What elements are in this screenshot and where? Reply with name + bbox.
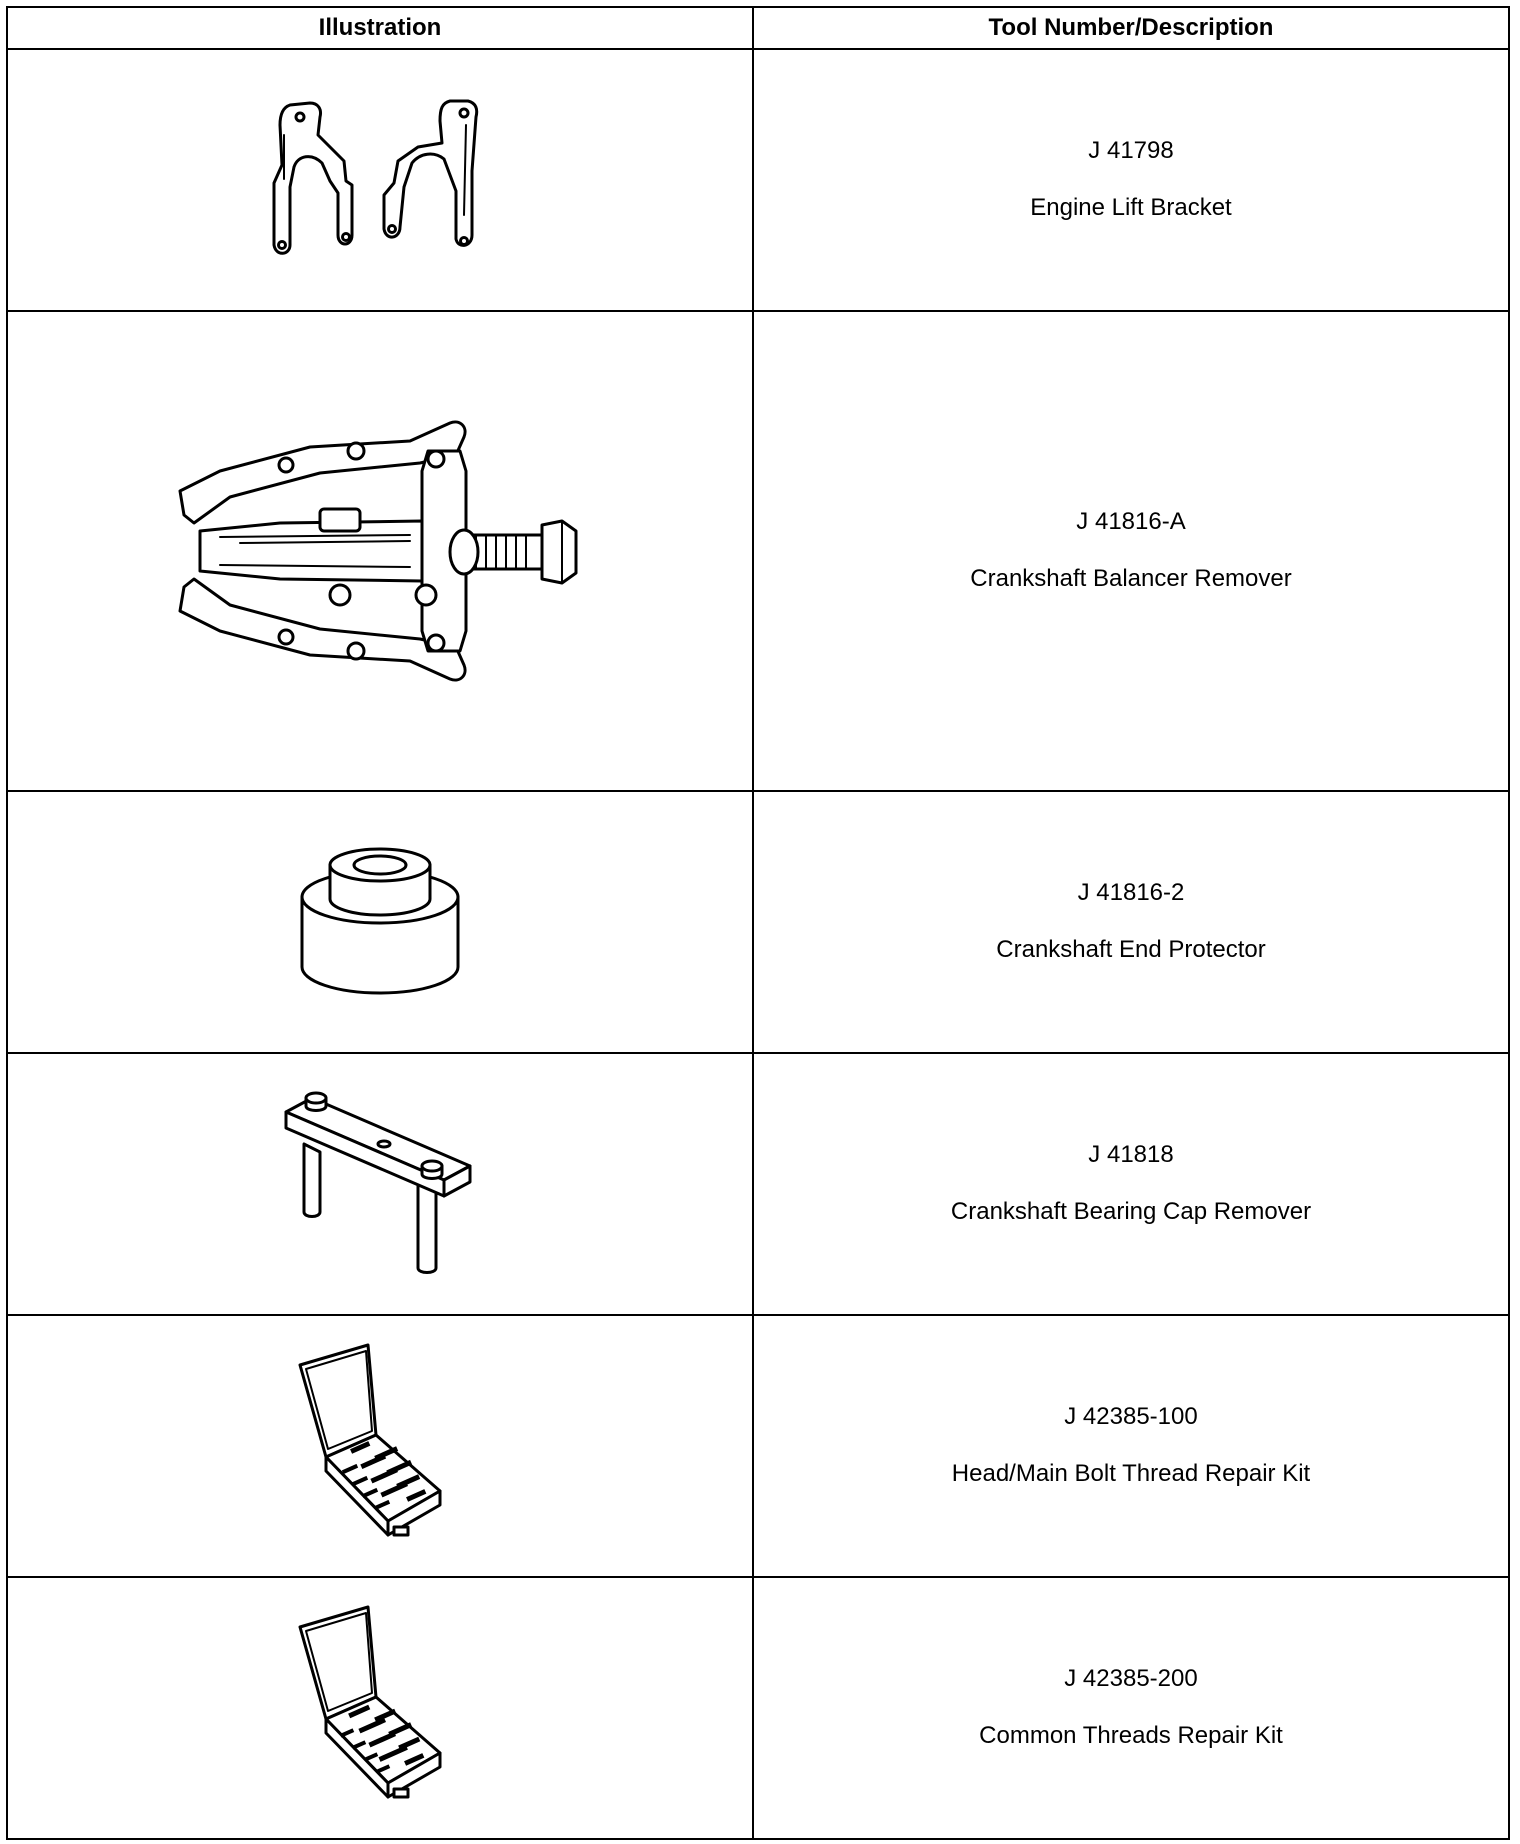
engine-lift-bracket-illustration xyxy=(260,95,500,265)
illustration-cell xyxy=(7,1315,753,1577)
tool-description-cell xyxy=(753,791,1509,1053)
tools-table xyxy=(6,6,1510,1840)
table-row xyxy=(7,311,1509,791)
tool-number: J 41816-2 xyxy=(1077,879,1185,907)
illustration-cell xyxy=(7,1053,753,1315)
table-row xyxy=(7,1577,1509,1839)
table-row xyxy=(7,1315,1509,1577)
tool-number: J 42385-100 xyxy=(1064,1403,1198,1431)
header-tool-description: Tool Number/Description xyxy=(753,7,1509,49)
table-row xyxy=(7,49,1509,311)
header-illustration: Illustration xyxy=(7,7,753,49)
common-threads-repair-kit-illustration xyxy=(290,1603,470,1813)
tool-description: Head/Main Bolt Thread Repair Kit xyxy=(951,1460,1311,1487)
tool-number: J 42385-200 xyxy=(1064,1665,1198,1693)
table-row xyxy=(7,1053,1509,1315)
tool-description: Engine Lift Bracket xyxy=(1030,194,1232,221)
tool-description-cell xyxy=(753,1053,1509,1315)
illustration-cell xyxy=(7,791,753,1053)
crankshaft-balancer-remover-illustration xyxy=(160,411,600,691)
tool-number: J 41798 xyxy=(1088,137,1174,165)
tool-description: Crankshaft Balancer Remover xyxy=(970,565,1292,592)
illustration-cell xyxy=(7,1577,753,1839)
tool-description-cell xyxy=(753,1577,1509,1839)
table-row xyxy=(7,791,1509,1053)
tool-description-cell xyxy=(753,1315,1509,1577)
crankshaft-bearing-cap-remover-illustration xyxy=(280,1084,480,1284)
tool-description: Crankshaft End Protector xyxy=(996,936,1266,963)
tool-description-cell xyxy=(753,311,1509,791)
tool-description: Common Threads Repair Kit xyxy=(979,1722,1283,1749)
illustration-cell xyxy=(7,311,753,791)
illustration-cell xyxy=(7,49,753,311)
tool-number: J 41818 xyxy=(1088,1141,1174,1169)
tool-description-cell xyxy=(753,49,1509,311)
tool-number: J 41816-A xyxy=(1076,508,1186,536)
crankshaft-end-protector-illustration xyxy=(290,837,470,1007)
tool-description: Crankshaft Bearing Cap Remover xyxy=(950,1198,1312,1225)
head-main-bolt-thread-repair-kit-illustration xyxy=(290,1341,470,1551)
header-row xyxy=(7,7,1509,49)
